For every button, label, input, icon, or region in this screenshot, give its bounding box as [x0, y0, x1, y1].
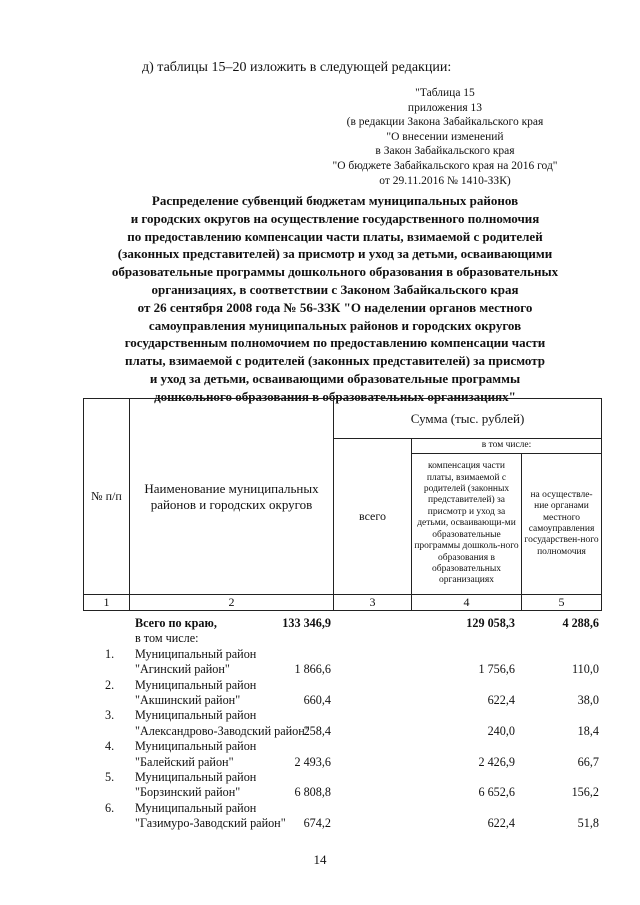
column-number: 5 [522, 595, 602, 611]
table-body [83, 616, 603, 831]
heading-line: организациях, в соответствии с Законом Забайкальского края [151, 281, 519, 297]
reference-line: (в редакции Закона Забайкальского края [346, 116, 544, 129]
row-name: "Агинский район" [135, 662, 230, 677]
row-compensation: 622,4 [487, 816, 515, 831]
table-header [83, 398, 602, 611]
row-number: 3. [105, 708, 115, 723]
total-sum: 133 346,9 [282, 616, 331, 630]
row-administration: 66,7 [577, 754, 599, 769]
row-total: 258,4 [303, 723, 331, 738]
header-including: в том числе: [412, 439, 602, 454]
table-row [83, 647, 603, 662]
table-row [83, 770, 603, 785]
row-administration: 38,0 [577, 692, 599, 707]
column-number: 1 [84, 595, 130, 611]
row-administration: 110,0 [572, 662, 599, 677]
header-name: Наименование муниципальных районов и городских округов [130, 399, 334, 595]
row-administration: 156,2 [571, 785, 599, 800]
row-name: Муниципальный район [135, 646, 257, 661]
row-name: Муниципальный район [135, 800, 257, 815]
intro-text: д) таблицы 15–20 изложить в следующей редакции: [142, 60, 452, 75]
reference-line: приложения 13 [407, 101, 483, 114]
row-number: 6. [105, 800, 115, 815]
header-administration: на осуществле-ние органами местного самоуправления государствен-ного полномочия [522, 454, 602, 595]
heading-line: и городских округов на осуществление государственного полномочия [130, 210, 540, 226]
row-number: 1. [105, 646, 115, 661]
page-number: 14 [313, 852, 327, 867]
row-compensation: 240,0 [487, 723, 515, 738]
table-row [83, 678, 603, 693]
including-label: в том числе: [135, 631, 199, 646]
column-number: 4 [412, 595, 522, 611]
heading-line: самоуправления муниципальных районов и городских округов [148, 317, 522, 333]
table-row [83, 724, 603, 739]
row-total: 6 808,8 [294, 785, 331, 800]
row-compensation: 6 652,6 [478, 785, 515, 800]
row-number: 5. [105, 769, 115, 784]
table-row [83, 662, 603, 677]
reference-line: от 29.11.2016 № 1410-ЗЗК) [379, 174, 511, 187]
table-row [83, 755, 603, 770]
row-number: 2. [105, 677, 115, 692]
table-row [83, 801, 603, 816]
row-name: "Александрово-Заводский район" [135, 723, 310, 738]
row-total: 660,4 [303, 692, 331, 707]
row-name: Муниципальный район [135, 677, 257, 692]
row-name: Муниципальный район [135, 769, 257, 784]
row-compensation: 1 756,6 [478, 662, 515, 677]
reference-line: в Закон Забайкальского края [375, 145, 515, 158]
row-compensation: 622,4 [487, 692, 515, 707]
heading-line: (законных представителей) за присмотр и уход за детьми, осваивающими [117, 246, 553, 262]
table-row [83, 816, 603, 831]
row-administration: 51,8 [577, 816, 599, 831]
total-compensation: 129 058,3 [466, 616, 515, 630]
reference-line: "Таблица 15 [415, 87, 475, 99]
table-row [83, 708, 603, 723]
reference-line: "О бюджете Забайкальского края на 2016 год" [332, 159, 558, 172]
heading-line: по предоставлению компенсации части платы, взимаемой с родителей [127, 228, 543, 244]
row-total: 2 493,6 [294, 754, 331, 769]
column-number: 2 [130, 595, 334, 611]
heading-line: платы, взимаемой с родителей (законных представителей) за присмотр [124, 353, 546, 369]
heading-line: дошкольного образования в образовательных организациях" [154, 388, 516, 404]
row-name: "Газимуро-Заводский район" [135, 816, 286, 831]
header-total: всего [334, 439, 412, 595]
row-compensation: 2 426,9 [478, 754, 515, 769]
table-row [83, 693, 603, 708]
header-number: № п/п [84, 399, 130, 595]
row-total: 674,2 [303, 816, 331, 831]
heading-line: государственным полномочием по предоставлению компенсации части [124, 335, 546, 351]
row-name: Муниципальный район [135, 739, 257, 754]
table-reference [300, 86, 590, 188]
row-name: "Акшинский район" [135, 692, 241, 707]
table-row [83, 739, 603, 754]
header-sum: Сумма (тыс. рублей) [334, 399, 602, 439]
table-row [83, 785, 603, 800]
reference-line: "О внесении изменений [386, 130, 504, 143]
heading-line: образовательные программы дошкольного образования в образовательных [111, 264, 559, 280]
row-number: 4. [105, 739, 115, 754]
total-label: Всего по краю, [135, 616, 217, 630]
row-administration: 18,4 [577, 723, 599, 738]
total-administration: 4 288,6 [562, 616, 599, 630]
row-total: 1 866,6 [294, 662, 331, 677]
header-compensation: компенсация части платы, взимаемой с родителей (законных представителей) за присмотр и уход за детьми, осваивающи-ми образовательные программы дошколь-ного образования в образовательных организациях [412, 454, 522, 595]
including-row [83, 631, 603, 646]
heading-line: Распределение субвенций бюджетам муниципальных районов [151, 193, 519, 208]
row-name: Муниципальный район [135, 708, 257, 723]
document-heading [80, 192, 590, 406]
heading-line: и уход за детьми, осваивающими образовательные программы [149, 370, 521, 386]
row-name: "Борзинский район" [135, 785, 241, 800]
heading-line: от 26 сентября 2008 года № 56-ЗЗК "О наделении органов местного [137, 299, 533, 315]
total-row [83, 616, 603, 631]
column-number: 3 [334, 595, 412, 611]
row-name: "Балейский район" [135, 754, 234, 769]
